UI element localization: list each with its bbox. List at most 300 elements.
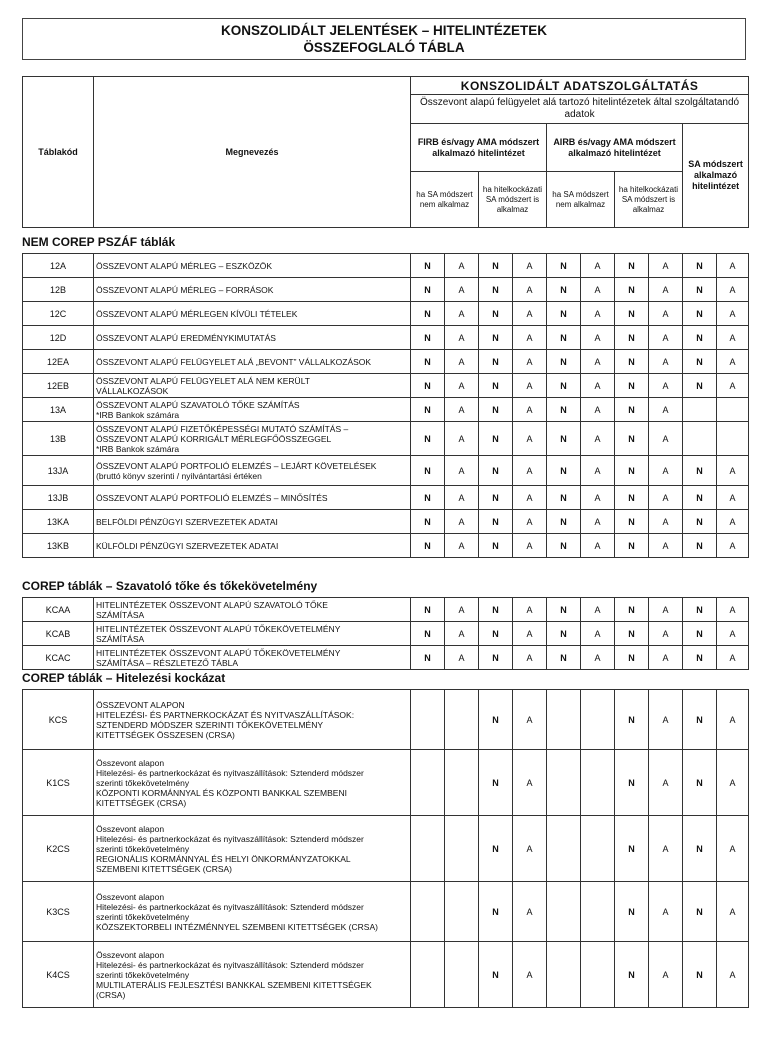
value-cell: A <box>581 350 615 374</box>
value-cell: N <box>615 598 649 622</box>
row-name-line: (bruttó könyv szerinti / nyilvántartási értéken <box>96 470 262 481</box>
row-name <box>94 882 411 942</box>
value-cell: A <box>513 942 547 1008</box>
row-name-line: HITELINTÉZETEK ÖSSZEVONT ALAPÚ TŐKEKÖVETELMÉNY <box>96 647 341 658</box>
value-cell: A <box>649 598 683 622</box>
header-airb-ha-sa-nem: ha SA módszert nem alkalmaz <box>547 172 615 228</box>
row-code: KCAB <box>23 622 94 646</box>
value-cell: N <box>683 326 717 350</box>
value-cell: A <box>717 486 749 510</box>
value-cell: A <box>717 456 749 486</box>
value-cell: A <box>717 350 749 374</box>
value-cell <box>683 398 717 422</box>
value-cell: A <box>649 690 683 750</box>
row-name <box>94 278 411 302</box>
value-cell: A <box>649 942 683 1008</box>
value-cell: A <box>649 750 683 816</box>
value-cell: N <box>479 486 513 510</box>
value-cell: A <box>717 278 749 302</box>
value-cell <box>717 422 749 456</box>
row-name-line: ÖSSZEVONT ALAPÚ FELÜGYELET ALÁ „BEVONT” VÁLLALKOZÁSOK <box>96 356 372 367</box>
section-table-nem-corep <box>22 253 749 558</box>
value-cell: N <box>683 598 717 622</box>
value-cell: N <box>683 534 717 558</box>
value-cell: N <box>683 646 717 670</box>
value-cell: A <box>513 398 547 422</box>
value-cell <box>445 816 479 882</box>
value-cell <box>581 816 615 882</box>
row-name-line: SZÁMÍTÁSA <box>96 609 145 620</box>
value-cell: N <box>547 302 581 326</box>
header-osszevont: Összevont alapú felügyelet alá tartozó hitelintézetek által szolgáltatandó adatok <box>411 95 749 124</box>
value-cell: A <box>649 422 683 456</box>
value-cell: A <box>445 598 479 622</box>
value-cell: N <box>411 510 445 534</box>
value-cell: N <box>411 534 445 558</box>
value-cell: A <box>649 398 683 422</box>
row-name-line: HITELINTÉZETEK ÖSSZEVONT ALAPÚ TŐKEKÖVETELMÉNY <box>96 623 341 634</box>
header-firb-ha-sa-nem: ha SA módszert nem alkalmaz <box>411 172 479 228</box>
row-name <box>94 622 411 646</box>
row-code: 13A <box>23 398 94 422</box>
row-name <box>94 942 411 1008</box>
value-cell: N <box>479 456 513 486</box>
value-cell: A <box>649 534 683 558</box>
value-cell: N <box>615 302 649 326</box>
value-cell: A <box>581 326 615 350</box>
value-cell: N <box>479 690 513 750</box>
row-name-line: ÖSSZEVONT ALAPÚ FIZETŐKÉPESSÉGI MUTATÓ SZÁMÍTÁS – <box>96 423 349 434</box>
row-name <box>94 422 411 456</box>
value-cell: A <box>649 254 683 278</box>
value-cell: N <box>479 398 513 422</box>
row-code: 12EB <box>23 374 94 398</box>
value-cell: N <box>615 942 649 1008</box>
row-name-line: ÖSSZEVONT ALAPÚ MÉRLEG – ESZKÖZÖK <box>96 260 273 271</box>
value-cell: N <box>615 486 649 510</box>
value-cell <box>445 750 479 816</box>
document-title-line2: ÖSSZEFOGLALÓ TÁBLA <box>303 40 465 55</box>
section-title-nem-corep: NEM COREP PSZÁF táblák <box>22 235 176 249</box>
table-row <box>23 302 749 326</box>
header-airb-ha-hitel: ha hitelkockázati SA módszert is alkalmaz <box>615 172 683 228</box>
value-cell: N <box>479 534 513 558</box>
section-table-corep-szavatolo <box>22 597 749 670</box>
value-cell: A <box>581 622 615 646</box>
row-code: 12C <box>23 302 94 326</box>
value-cell <box>411 690 445 750</box>
value-cell: A <box>445 622 479 646</box>
value-cell: N <box>479 278 513 302</box>
value-cell: N <box>615 750 649 816</box>
value-cell: N <box>479 816 513 882</box>
value-cell: A <box>513 690 547 750</box>
value-cell: N <box>411 398 445 422</box>
value-cell: A <box>581 302 615 326</box>
value-cell: N <box>411 486 445 510</box>
value-cell: N <box>683 882 717 942</box>
value-cell: N <box>547 422 581 456</box>
value-cell: A <box>717 622 749 646</box>
value-cell: N <box>683 510 717 534</box>
value-cell: N <box>683 622 717 646</box>
row-name-line: SZTENDERD MÓDSZER SZERINTI TŐKEKÖVETELMÉNY <box>96 719 324 730</box>
table-row <box>23 374 749 398</box>
table-row <box>23 510 749 534</box>
row-name-line: ÖSSZEVONT ALAPÚ EREDMÉNYKIMUTATÁS <box>96 332 276 343</box>
value-cell: A <box>513 326 547 350</box>
value-cell: N <box>411 422 445 456</box>
value-cell: A <box>649 486 683 510</box>
row-name-line: ÖSSZEVONT ALAPÚ SZAVATOLÓ TŐKE SZÁMÍTÁS <box>96 399 300 410</box>
value-cell: A <box>717 510 749 534</box>
row-name-line: BELFÖLDI PÉNZÜGYI SZERVEZETEK ADATAI <box>96 516 278 527</box>
value-cell: A <box>649 374 683 398</box>
value-cell <box>581 942 615 1008</box>
row-name-line: szerinti tőkekövetelmény <box>96 843 190 854</box>
value-cell: A <box>513 302 547 326</box>
document-title-line1: KONSZOLIDÁLT JELENTÉSEK – HITELINTÉZETEK <box>220 23 548 38</box>
value-cell: A <box>513 486 547 510</box>
value-cell: N <box>411 350 445 374</box>
value-cell: N <box>615 622 649 646</box>
table-row <box>23 278 749 302</box>
value-cell: N <box>615 456 649 486</box>
value-cell: A <box>445 422 479 456</box>
value-cell: A <box>581 646 615 670</box>
value-cell: N <box>479 598 513 622</box>
value-cell: A <box>513 254 547 278</box>
value-cell: A <box>717 942 749 1008</box>
value-cell: A <box>445 254 479 278</box>
value-cell: N <box>615 882 649 942</box>
section-title-corep-szavatolo: COREP táblák – Szavatoló tőke és tőkekövetelmény <box>22 579 318 593</box>
table-row <box>23 350 749 374</box>
value-cell: A <box>581 254 615 278</box>
row-name-line: Összevont alapon <box>96 949 165 960</box>
value-cell: N <box>615 350 649 374</box>
value-cell: A <box>513 750 547 816</box>
header-airb: AIRB és/vagy AMA módszert alkalmazó hitelintézet <box>547 124 683 172</box>
value-cell: A <box>445 326 479 350</box>
value-cell: A <box>649 646 683 670</box>
value-cell <box>547 942 581 1008</box>
row-name <box>94 254 411 278</box>
value-cell: A <box>717 690 749 750</box>
value-cell: A <box>717 534 749 558</box>
row-name <box>94 534 411 558</box>
value-cell <box>547 690 581 750</box>
row-name-line: KITETTSÉGEK (CRSA) <box>96 797 187 808</box>
value-cell <box>445 882 479 942</box>
value-cell: N <box>683 486 717 510</box>
row-name <box>94 302 411 326</box>
value-cell: N <box>479 510 513 534</box>
value-cell: A <box>649 510 683 534</box>
value-cell: N <box>615 254 649 278</box>
row-name-line: Összevont alapon <box>96 823 165 834</box>
document-title-box <box>22 18 746 60</box>
value-cell: A <box>649 882 683 942</box>
row-name-line: KÖZPONTI KORMÁNNYAL ÉS KÖZPONTI BANKKAL SZEMBENI <box>96 787 347 798</box>
row-name-line: (CRSA) <box>96 989 126 1000</box>
value-cell: N <box>547 278 581 302</box>
value-cell: N <box>683 302 717 326</box>
value-cell: N <box>547 622 581 646</box>
table-row <box>23 398 749 422</box>
value-cell: A <box>649 326 683 350</box>
value-cell: A <box>513 816 547 882</box>
row-name <box>94 326 411 350</box>
row-name <box>94 646 411 670</box>
table-row <box>23 942 749 1008</box>
value-cell: A <box>717 882 749 942</box>
row-name-line: HITELINTÉZETEK ÖSSZEVONT ALAPÚ SZAVATOLÓ TŐKE <box>96 599 328 610</box>
value-cell: N <box>479 646 513 670</box>
value-cell: A <box>649 302 683 326</box>
row-name-line: REGIONÁLIS KORMÁNNYAL ÉS HELYI ÖNKORMÁNYZATOKKAL <box>96 853 351 864</box>
row-name <box>94 816 411 882</box>
value-cell: A <box>445 456 479 486</box>
value-cell: N <box>411 302 445 326</box>
row-name <box>94 456 411 486</box>
value-cell <box>411 816 445 882</box>
row-name-line: SZÁMÍTÁSA <box>96 633 145 644</box>
value-cell: N <box>479 750 513 816</box>
row-name-line: Hitelezési- és partnerkockázat és nyitvaszállítások: Sztenderd módszer <box>96 901 364 912</box>
value-cell <box>581 882 615 942</box>
row-name-line: KÖZSZEKTORBELI INTÉZMÉNNYEL SZEMBENI KITETTSÉGEK (CRSA) <box>96 921 378 932</box>
row-name <box>94 398 411 422</box>
value-cell: A <box>513 350 547 374</box>
value-cell: N <box>479 350 513 374</box>
value-cell: N <box>411 254 445 278</box>
value-cell <box>547 882 581 942</box>
row-code: KCAA <box>23 598 94 622</box>
value-cell: N <box>615 374 649 398</box>
value-cell: A <box>513 278 547 302</box>
header-konszolidalt: KONSZOLIDÁLT ADATSZOLGÁLTATÁS <box>411 77 749 95</box>
value-cell: N <box>683 254 717 278</box>
row-name-line: szerinti tőkekövetelmény <box>96 777 190 788</box>
value-cell: N <box>683 350 717 374</box>
value-cell: A <box>717 750 749 816</box>
value-cell: N <box>547 326 581 350</box>
value-cell: N <box>547 646 581 670</box>
value-cell <box>411 942 445 1008</box>
value-cell: N <box>683 374 717 398</box>
value-cell: A <box>581 422 615 456</box>
value-cell: A <box>513 422 547 456</box>
header-megnevezes: Megnevezés <box>94 77 411 228</box>
value-cell: N <box>411 374 445 398</box>
row-code: KCAC <box>23 646 94 670</box>
value-cell: N <box>547 598 581 622</box>
value-cell: N <box>411 456 445 486</box>
value-cell: A <box>581 278 615 302</box>
row-code: K3CS <box>23 882 94 942</box>
row-name <box>94 350 411 374</box>
row-code: K1CS <box>23 750 94 816</box>
row-code: 12B <box>23 278 94 302</box>
row-name-line: Hitelezési- és partnerkockázat és nyitvaszállítások: Sztenderd módszer <box>96 833 364 844</box>
row-name-line: VÁLLALKOZÁSOK <box>96 385 169 396</box>
value-cell: A <box>445 398 479 422</box>
value-cell: A <box>513 882 547 942</box>
table-row <box>23 882 749 942</box>
row-code: 12A <box>23 254 94 278</box>
row-name-line: KITETTSÉGEK ÖSSZESEN (CRSA) <box>96 729 235 740</box>
table-row <box>23 422 749 456</box>
row-name-line: *IRB Bankok számára <box>96 409 180 420</box>
row-name-line: ÖSSZEVONT ALAPÚ PORTFOLIÓ ELEMZÉS – MINŐSÍTÉS <box>96 492 328 503</box>
value-cell: N <box>479 302 513 326</box>
row-name-line: Összevont alapon <box>96 757 165 768</box>
row-name <box>94 598 411 622</box>
value-cell: N <box>683 942 717 1008</box>
value-cell: N <box>683 690 717 750</box>
value-cell: A <box>581 510 615 534</box>
value-cell: A <box>445 486 479 510</box>
value-cell: A <box>717 816 749 882</box>
value-cell: A <box>717 598 749 622</box>
row-name-line: KÜLFÖLDI PÉNZÜGYI SZERVEZETEK ADATAI <box>96 540 279 551</box>
value-cell: N <box>479 374 513 398</box>
value-cell <box>683 422 717 456</box>
table-row <box>23 456 749 486</box>
value-cell: A <box>581 486 615 510</box>
value-cell: N <box>615 646 649 670</box>
row-code: KCS <box>23 690 94 750</box>
value-cell: N <box>479 326 513 350</box>
header-firb: FIRB és/vagy AMA módszert alkalmazó hitelintézet <box>411 124 547 172</box>
value-cell <box>581 750 615 816</box>
value-cell: N <box>547 486 581 510</box>
value-cell: N <box>615 510 649 534</box>
row-name-line: Összevont alapon <box>96 891 165 902</box>
value-cell <box>445 942 479 1008</box>
value-cell: A <box>717 646 749 670</box>
row-name-line: SZEMBENI KITETTSÉGEK (CRSA) <box>96 863 233 874</box>
value-cell: N <box>547 534 581 558</box>
row-name-line: *IRB Bankok számára <box>96 443 180 454</box>
value-cell <box>717 398 749 422</box>
row-name <box>94 690 411 750</box>
row-name-line: ÖSSZEVONT ALAPÚ PORTFOLIÓ ELEMZÉS – LEJÁRT KÖVETELÉSEK <box>96 460 377 471</box>
value-cell: N <box>547 374 581 398</box>
table-row <box>23 622 749 646</box>
row-name-line: szerinti tőkekövetelmény <box>96 911 190 922</box>
row-name-line: ÖSSZEVONT ALAPÚ FELÜGYELET ALÁ NEM KERÜLT <box>96 375 310 386</box>
row-code: 12D <box>23 326 94 350</box>
value-cell: N <box>411 326 445 350</box>
value-cell: A <box>513 510 547 534</box>
value-cell: A <box>513 534 547 558</box>
value-cell: A <box>581 456 615 486</box>
value-cell: N <box>411 622 445 646</box>
row-name-line: HITELEZÉSI- ÉS PARTNERKOCKÁZAT ÉS NYITVASZÁLLÍTÁSOK: <box>96 709 355 720</box>
value-cell <box>411 750 445 816</box>
table-row <box>23 598 749 622</box>
row-code: 13JB <box>23 486 94 510</box>
table-row <box>23 690 749 750</box>
value-cell: N <box>547 350 581 374</box>
row-name <box>94 486 411 510</box>
value-cell: N <box>411 598 445 622</box>
value-cell: A <box>649 350 683 374</box>
value-cell: A <box>581 398 615 422</box>
row-name <box>94 750 411 816</box>
section-title-corep-hitelezesi: COREP táblák – Hitelezési kockázat <box>22 671 226 685</box>
row-code: 13B <box>23 422 94 456</box>
value-cell: A <box>717 326 749 350</box>
value-cell: N <box>411 278 445 302</box>
value-cell: N <box>547 254 581 278</box>
summary-table-header <box>22 76 749 228</box>
table-row <box>23 750 749 816</box>
value-cell: N <box>547 398 581 422</box>
value-cell: N <box>683 816 717 882</box>
row-code: 13JA <box>23 456 94 486</box>
table-row <box>23 816 749 882</box>
value-cell: A <box>717 302 749 326</box>
row-code: 13KA <box>23 510 94 534</box>
section-table-corep-hitelezesi <box>22 689 749 1008</box>
table-row <box>23 534 749 558</box>
value-cell: A <box>649 456 683 486</box>
value-cell <box>547 750 581 816</box>
row-code: 13KB <box>23 534 94 558</box>
value-cell <box>445 690 479 750</box>
value-cell: A <box>717 374 749 398</box>
value-cell: A <box>513 598 547 622</box>
value-cell <box>547 816 581 882</box>
value-cell: A <box>513 456 547 486</box>
row-name-line: ÖSSZEVONT ALAPÚ MÉRLEG – FORRÁSOK <box>96 284 274 295</box>
value-cell: N <box>615 278 649 302</box>
value-cell: N <box>479 622 513 646</box>
row-name-line: ÖSSZEVONT ALAPÚ MÉRLEGEN KÍVÜLI TÉTELEK <box>96 308 298 319</box>
value-cell: A <box>513 646 547 670</box>
value-cell: N <box>547 510 581 534</box>
value-cell: N <box>479 942 513 1008</box>
row-name-line: Hitelezési- és partnerkockázat és nyitvaszállítások: Sztenderd módszer <box>96 959 364 970</box>
value-cell: A <box>581 374 615 398</box>
value-cell: A <box>513 622 547 646</box>
value-cell: A <box>445 350 479 374</box>
value-cell: N <box>683 750 717 816</box>
row-name-line: Hitelezési- és partnerkockázat és nyitvaszállítások: Sztenderd módszer <box>96 767 364 778</box>
value-cell: A <box>445 278 479 302</box>
value-cell: N <box>683 278 717 302</box>
value-cell: N <box>615 816 649 882</box>
value-cell: A <box>649 622 683 646</box>
value-cell: A <box>649 816 683 882</box>
value-cell: N <box>615 398 649 422</box>
value-cell: N <box>547 456 581 486</box>
value-cell: N <box>615 690 649 750</box>
header-sa: SA módszert alkalmazó hitelintézet <box>683 124 749 228</box>
row-name <box>94 510 411 534</box>
value-cell: A <box>717 254 749 278</box>
value-cell: A <box>445 374 479 398</box>
value-cell: A <box>445 510 479 534</box>
value-cell: N <box>479 882 513 942</box>
value-cell: A <box>649 278 683 302</box>
value-cell: A <box>445 646 479 670</box>
value-cell: A <box>581 534 615 558</box>
header-tablakod: Táblakód <box>23 77 94 228</box>
